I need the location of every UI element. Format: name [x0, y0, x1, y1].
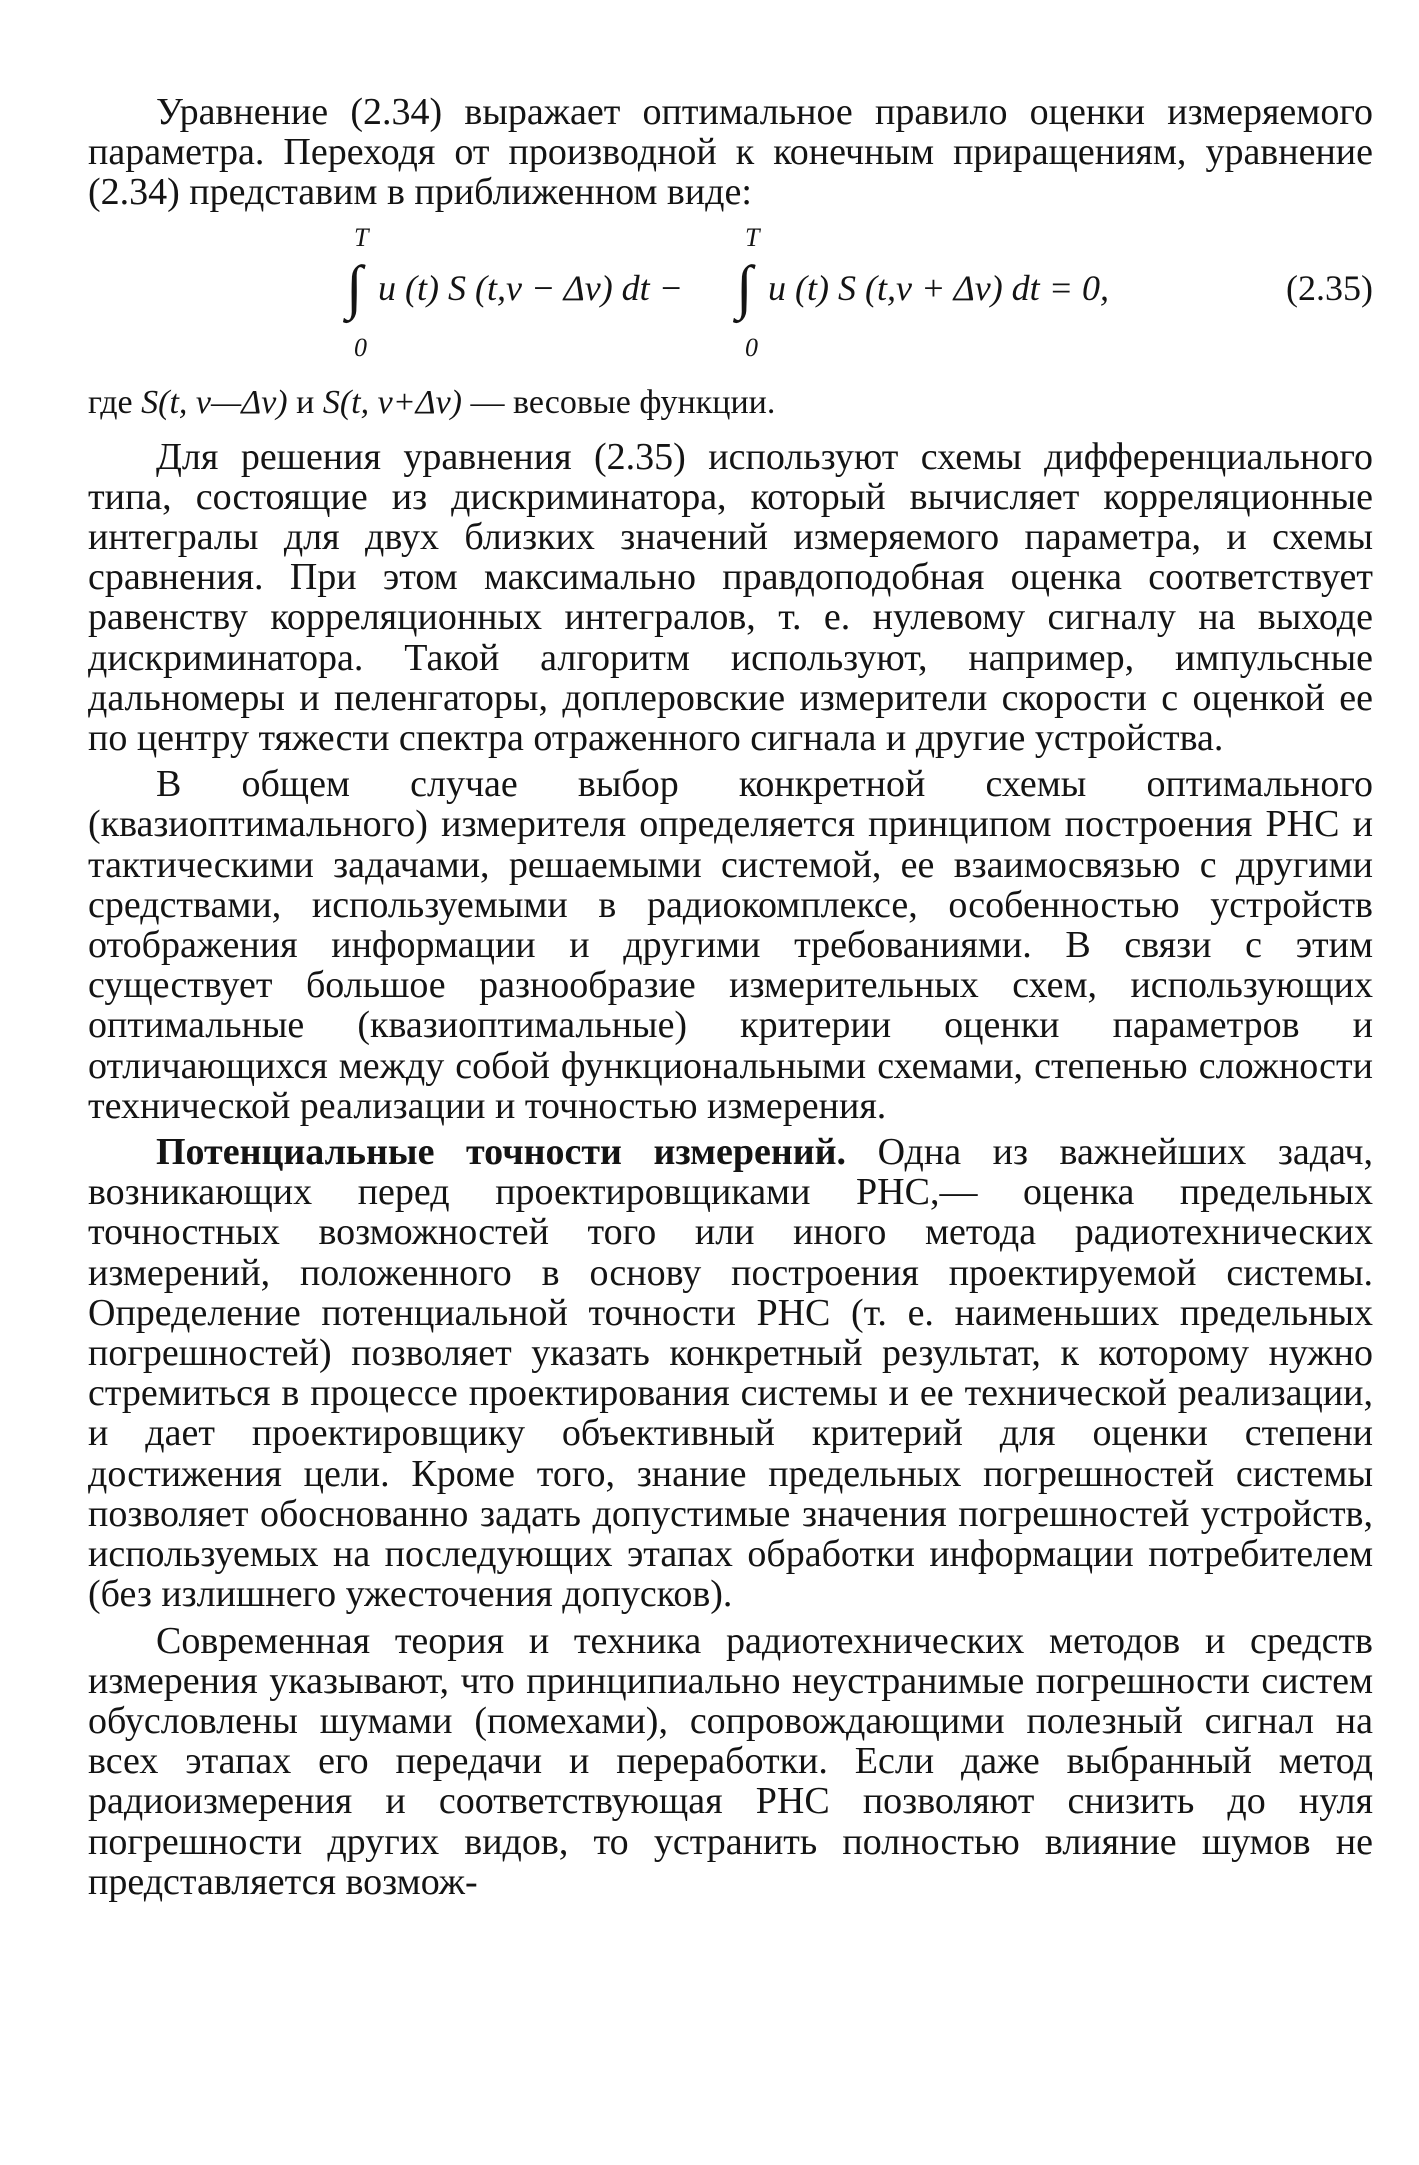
integral-1-expression: u (t) S (t,ν − Δν) dt −	[378, 267, 683, 308]
where-suffix: — весовые функции.	[470, 383, 776, 421]
paragraph-3: В общем случае выбор конкретной схемы оптимального (квазиоптимального) измерителя определяется принципом построения РНС и тактическими задачами, решаемыми системой, ее взаимосвязью с другими средствами, используемыми в радиокомплексе, особенностью устройств отображения информации и другими требованиями. В связи с этим существует большое разнообразие измерительных схем, использующих оптимальные (квазиоптимальные) критерии оценки параметров и отличающихся между собой функциональными схемами, степенью сложности технической реализации и точностью измерения.	[88, 763, 1373, 1127]
integral-2-upper-limit: T	[745, 222, 760, 252]
integral-2-sign: ∫	[736, 253, 753, 320]
integral-2-lower-limit: 0	[745, 332, 758, 362]
section-heading: Потенциальные точности измерений.	[156, 1131, 847, 1174]
where-prefix: где	[88, 383, 133, 421]
weight-function-2: S(t, ν+Δν)	[322, 383, 462, 421]
where-and: и	[296, 383, 315, 421]
paragraph-2: Для решения уравнения (2.35) используют схемы дифференциального типа, состоящие из дискриминатора, который вычисляет корреляционные интегралы для двух близких значений измеряемого параметра, и схемы сравнения. При этом максимально правдоподобная оценка соответствует равенству корреляционных интегралов, т. е. нулевому сигналу на выходе дискриминатора. Такой алгоритм используют, например, импульсные дальномеры и пеленгаторы, доплеровские измерители скорости с оценкой ее по центру тяжести спектра отраженного сигнала и другие устройства.	[88, 435, 1373, 760]
paragraph-4	[88, 1132, 1373, 1614]
integral-1-lower-limit: 0	[354, 332, 367, 362]
page-content	[88, 92, 1373, 1902]
weight-function-1: S(t, ν—Δν)	[141, 383, 288, 421]
paragraph-1: Уравнение (2.34) выражает оптимальное правило оценки измеряемого параметра. Переходя от производной к конечным приращениям, уравнение (2.34) представим в приближенном виде:	[88, 91, 1373, 214]
paragraph-4-text: Одна из важнейших задач, возникающих перед проектировщиками РНС,— оценка предельных точностных возможностей того или иного метода радиотехнических измерений, положенного в основу построения проектируемой системы. Определение потенциальной точности РНС (т. е. наименьших предельных погрешностей) позволяет указать конкретный результат, к которому нужно стремиться в процессе проектирования системы и ее технической реализации, и дает проектировщику объективный критерий для оценки степени достижения цели. Кроме того, знание предельных погрешностей системы позволяет обоснованно задать допустимые значения погрешностей устройств, используемых на последующих этапах обработки информации потребителем (без излишнего ужесточения допусков).	[88, 1131, 1373, 1616]
integral-2-expression: u (t) S (t,ν + Δν) dt = 0,	[768, 267, 1109, 308]
weight-functions-note	[88, 383, 1373, 423]
paragraph-5: Современная теория и техника радиотехнических методов и средств измерения указывают, что принципиально неустранимые погрешности систем обусловлены шумами (помехами), сопровождающими полезный сигнал на всех этапах его передачи и переработки. Если даже выбранный метод радиоизмерения и соответствующая РНС позволяют снизить до нуля погрешности других видов, то устранить полностью влияние шумов не представляется возмож-	[88, 1619, 1373, 1903]
equation-2-35	[88, 219, 1373, 369]
integral-1-upper-limit: T	[354, 222, 369, 252]
equation-number: (2.35)	[1286, 267, 1373, 308]
integral-1-sign: ∫	[346, 253, 363, 320]
